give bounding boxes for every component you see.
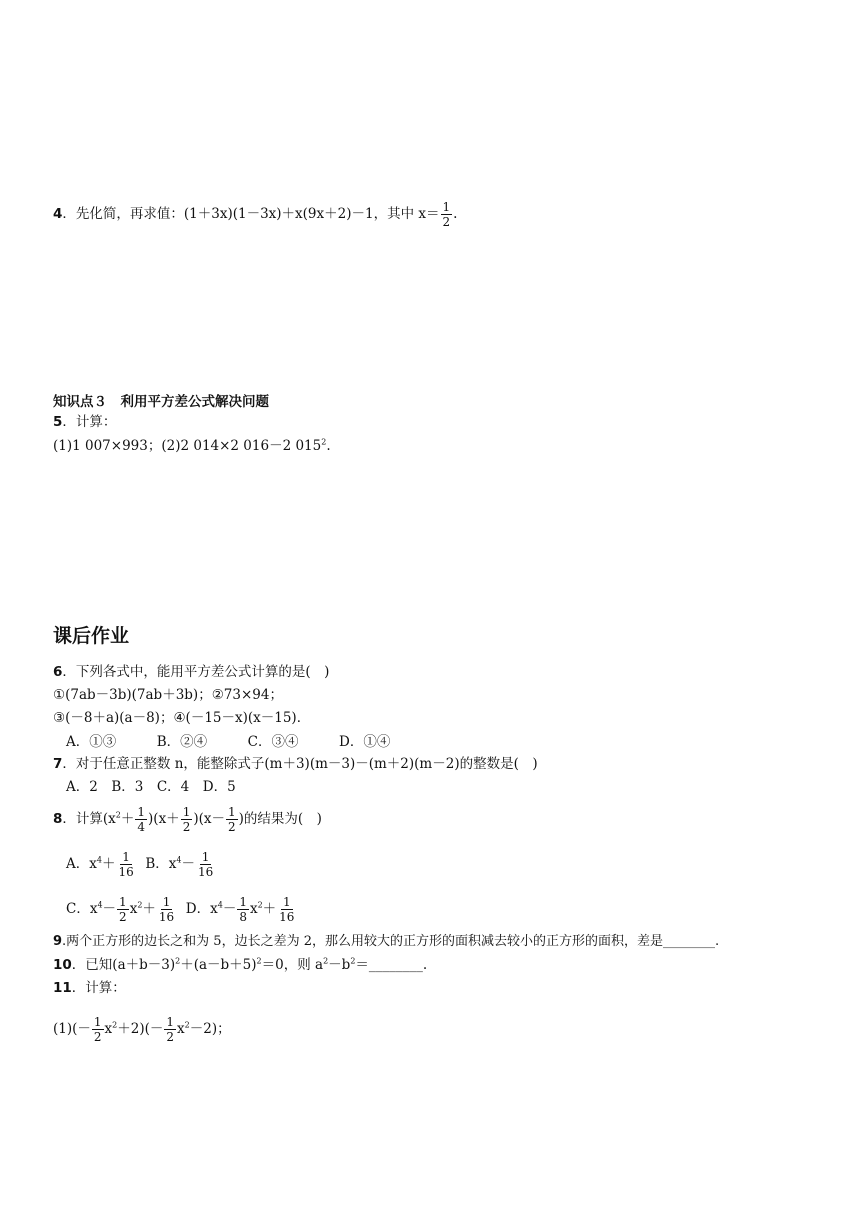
question-text: ．先化简，再求值：(1＋3x)(1－3x)＋x(9x＋2)－1，其中 x＝ xyxy=(62,206,440,222)
question-7-options: A．2 B．3 C．4 D．5 xyxy=(66,779,236,795)
question-6-line3: ③(－8＋a)(a－8)；④(－15－x)(x－15)． xyxy=(53,710,311,726)
fraction: $\frac{1}{2}$ xyxy=(166,1015,175,1044)
question-5-parts: (1)1 007×993；(2)2 014×2 016－2 $015^2$. xyxy=(53,437,331,454)
option-a: A．$x^4+$ $\frac{1}{16}$ xyxy=(66,850,134,879)
question-number: 5 xyxy=(53,414,63,430)
option-d: D．$x^4-$ $\frac{1}{8}$ $x^2+$ $\frac{1}{16}$ xyxy=(185,895,295,924)
fraction: $\frac{1}{2}$ xyxy=(442,200,451,229)
fraction: $\frac{1}{2}$ xyxy=(227,805,236,834)
question-11-part1: (1)(－ $\frac{1}{2}$ $x^2+2)(-$ $\frac{1}{2}$ $x^2-2$)； xyxy=(53,1015,231,1044)
question-text: ．计算： xyxy=(62,414,117,430)
fraction: $\frac{1}{2}$ xyxy=(182,805,191,834)
question-number: 8 xyxy=(53,811,63,827)
question-text: ．下列各式中，能用平方差公式计算的是( ) xyxy=(62,664,330,680)
fraction: $\frac{1}{16}$ xyxy=(279,895,295,924)
question-text: ．计算： xyxy=(71,980,126,996)
question-6-line2: ①(7ab－3b)(7ab＋3b)；②73×94； xyxy=(53,687,283,703)
option-b: B．$x^4-$ $\frac{1}{16}$ xyxy=(145,850,214,879)
fraction: $\frac{1}{4}$ xyxy=(137,805,146,834)
question-8-options-ab xyxy=(66,850,216,879)
question-text: .两个正方形的边长之和为 5，边长之差为 2，那么用较大的正方形的面积减去较小的正方形的面积，差是________. xyxy=(62,934,720,949)
question-number: 11 xyxy=(53,980,72,996)
question-number: 10 xyxy=(53,957,72,973)
question-11 xyxy=(53,979,126,997)
question-8-options-cd xyxy=(66,895,297,924)
question-7 xyxy=(53,755,538,773)
fraction: $\frac{1}{8}$ xyxy=(239,895,247,924)
homework-heading: 课后作业 xyxy=(53,625,130,647)
question-10: 10．已知$(a+b-3)^2+(a-b+5)^2=0$，则 $a^2-b^2=\_\_\_\_\_\_\_\_$. xyxy=(53,956,428,973)
question-6-options: A．①③ B．②④ C．③④ D．①④ xyxy=(66,734,391,750)
question-4: 4．先化简，再求值：(1＋3x)(1－3x)＋x(9x＋2)－1，其中 x＝ $\frac{1}{2}$ . xyxy=(53,200,458,229)
question-number: 6 xyxy=(53,664,63,680)
fraction: $\frac{1}{16}$ xyxy=(197,850,214,879)
question-8: 8．计算($x^2+$ $\frac{1}{4}$ )(x＋ $\frac{1}{2}$ )(x－ $\frac{1}{2}$ )的结果为( ) xyxy=(53,805,322,834)
question-number: 4 xyxy=(53,206,63,222)
question-number: 9 xyxy=(53,934,63,949)
section-heading: 知识点３ 利用平方差公式解决问题 xyxy=(53,394,269,410)
option-c: C．$x^4-$ $\frac{1}{2}$ $x^2+$ $\frac{1}{16}$ xyxy=(66,895,175,924)
fraction: $\frac{1}{16}$ xyxy=(118,850,134,879)
question-6 xyxy=(53,663,329,681)
question-number: 7 xyxy=(53,756,63,772)
fraction: $\frac{1}{2}$ xyxy=(119,895,127,924)
question-5 xyxy=(53,413,116,431)
question-9 xyxy=(53,933,719,951)
question-text: ．对于任意正整数 n，能整除式子(m＋3)(m－3)－(m＋2)(m－2)的整数是( ) xyxy=(62,756,538,772)
fraction: $\frac{1}{16}$ xyxy=(158,895,175,924)
fraction: $\frac{1}{2}$ xyxy=(93,1015,102,1044)
